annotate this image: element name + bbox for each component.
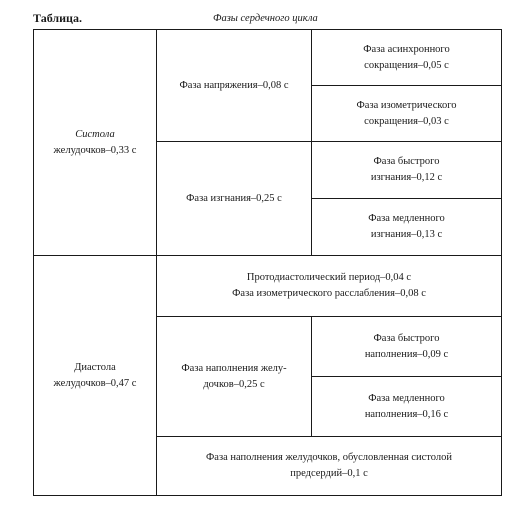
fast-ejection-cell: [312, 142, 502, 199]
filling-phase-line2: дочков–0,25 с: [203, 378, 265, 390]
atrial-filling-line1: Фаза наполнения желудочков, обусловленная систолой: [206, 452, 452, 463]
diastole-cell: [34, 256, 157, 496]
slow-ejection-cell: [312, 199, 502, 256]
slow-ejection-line1: Фаза медленного: [368, 213, 445, 224]
systole-title: Систола: [75, 128, 115, 140]
ejection-phase-label: Фаза изгнания–0,25 с: [186, 192, 282, 204]
slow-filling-line1: Фаза медленного: [368, 392, 445, 404]
isometric-relaxation: Фаза изометрического расслабления–0,08 с: [232, 288, 426, 299]
diastole-title: Диастола: [74, 361, 116, 373]
filling-phase-line1: Фаза наполнения желу-: [181, 362, 287, 374]
cardiac-cycle-table: [33, 29, 502, 496]
slow-filling-line2: наполнения–0,16 с: [364, 408, 449, 420]
slow-ejection-line2: изгнания–0,13 с: [370, 229, 443, 240]
isometric-contraction-cell: [312, 86, 502, 142]
diastole-duration: желудочков–0,47 с: [53, 377, 137, 389]
tension-phase-cell: [157, 30, 312, 142]
tension-phase-label: Фаза напряжения–0,08 с: [179, 79, 289, 91]
fast-filling-line2: наполнения–0,09 с: [364, 348, 449, 360]
slow-filling-cell: [312, 377, 502, 437]
systole-duration: желудочков–0,33 с: [53, 144, 137, 156]
fast-filling-line1: Фаза быстрого: [373, 332, 440, 344]
table-title: Фазы сердечного цикла: [213, 13, 318, 24]
protodiastolic-cell: [157, 256, 502, 317]
atrial-filling-line2: предсердий–0,1 с: [290, 468, 368, 479]
isometric-contraction-line2: сокращения–0,03 с: [364, 115, 449, 127]
fast-ejection-line1: Фаза быстрого: [373, 156, 440, 167]
table-row: [34, 256, 502, 317]
systole-cell: [34, 30, 157, 256]
async-contraction-cell: [312, 30, 502, 86]
isometric-contraction-line1: Фаза изометрического: [356, 99, 457, 111]
fast-filling-cell: [312, 317, 502, 377]
fast-ejection-line2: изгнания–0,12 с: [370, 172, 443, 183]
async-contraction-line2: сокращения–0,05 с: [364, 59, 449, 71]
protodiastolic-period: Протодиастолический период–0,04 с: [246, 272, 412, 283]
ejection-phase-cell: [157, 142, 312, 256]
table-label: Таблица.: [33, 11, 82, 25]
async-contraction-line1: Фаза асинхронного: [363, 43, 450, 55]
table-row: [34, 30, 502, 86]
atrial-filling-cell: [157, 437, 502, 496]
filling-phase-cell: [157, 317, 312, 437]
